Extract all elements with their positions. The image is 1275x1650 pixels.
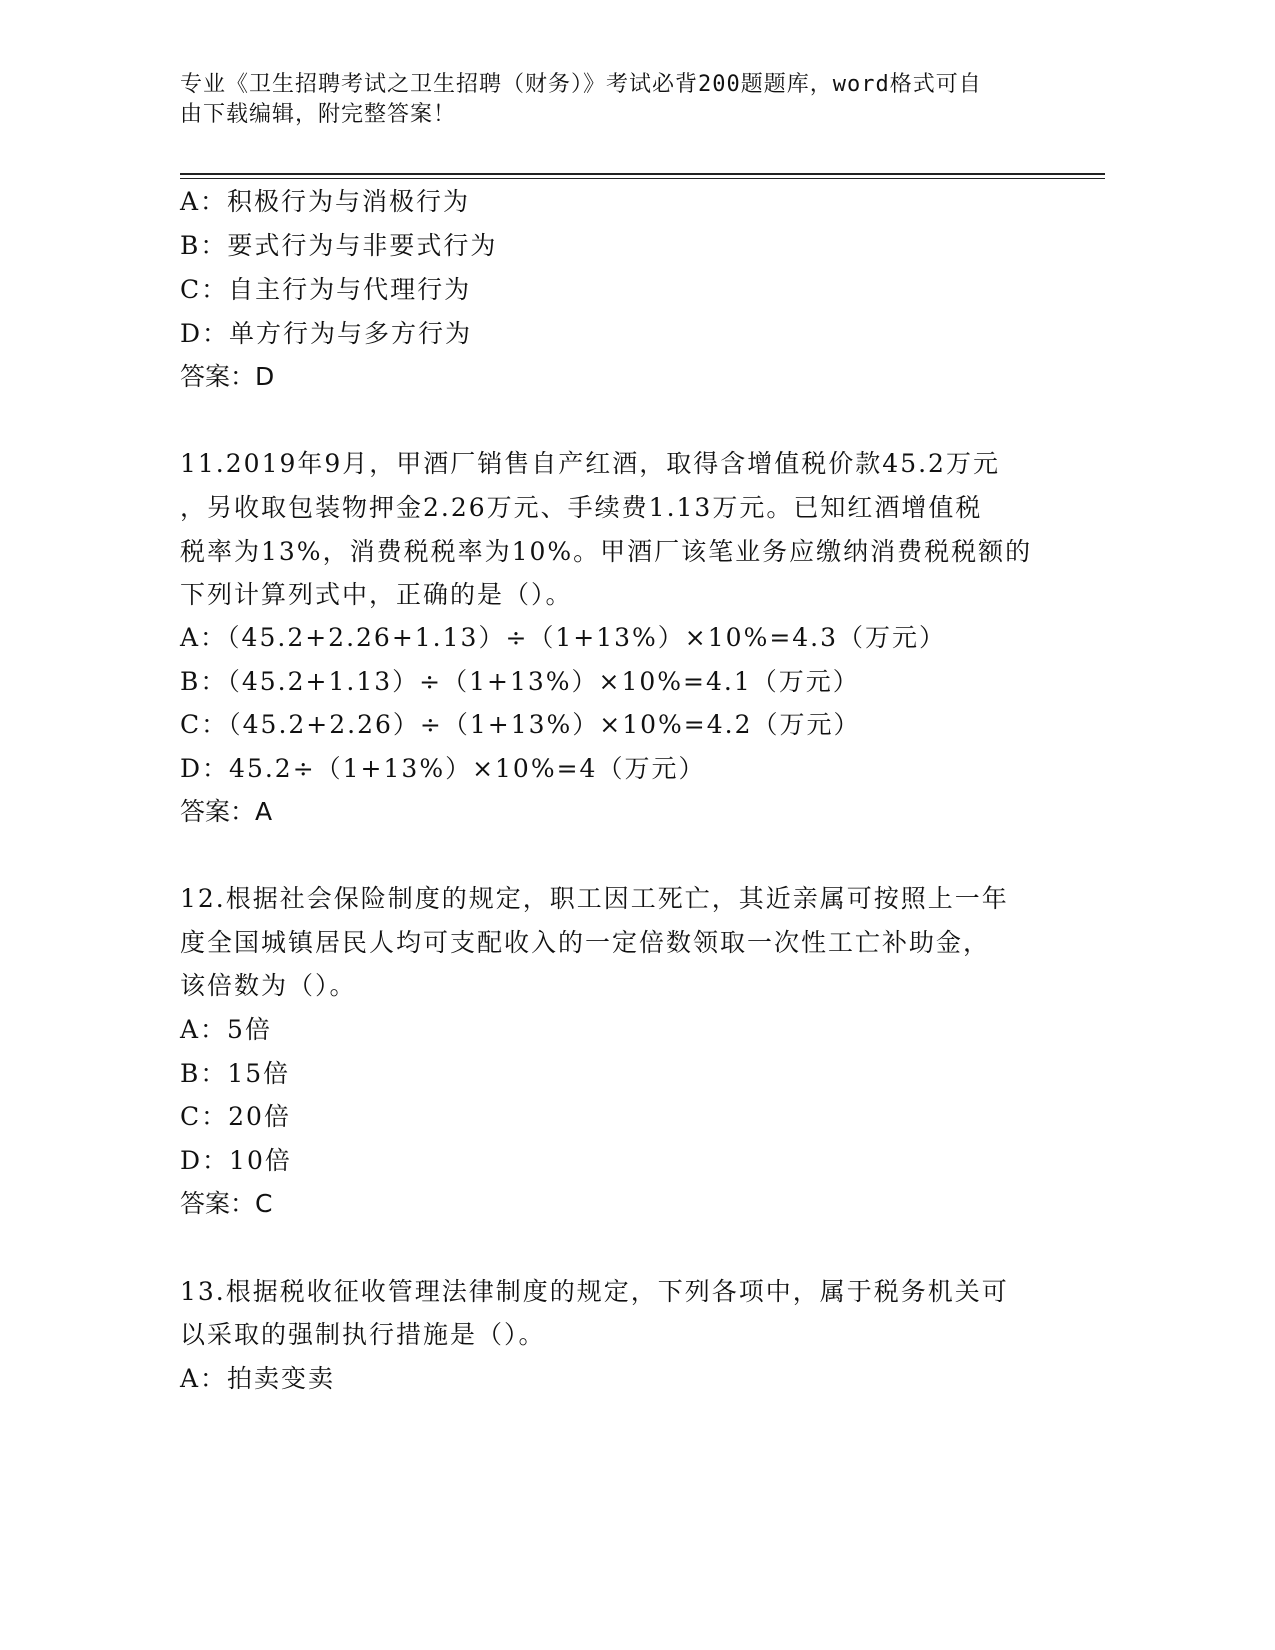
q12-option-a: A：5倍	[180, 1015, 272, 1044]
q11-stem-line-4: 下列计算列式中，正确的是（）。	[180, 580, 573, 609]
q11-answer: 答案：A	[180, 797, 273, 826]
q12-stem-line-3: 该倍数为（）。	[180, 971, 357, 1000]
q11-option-c: C：（45.2+2.26）÷（1+13%）×10%=4.2（万元）	[180, 710, 861, 739]
q12-stem-line-2: 度全国城镇居民人均可支配收入的一定倍数领取一次性工亡补助金，	[180, 928, 991, 957]
q10-option-d: D：单方行为与多方行为	[180, 319, 473, 348]
q10-answer: 答案：D	[180, 362, 275, 391]
q12-option-d: D：10倍	[180, 1146, 292, 1175]
q11-stem-line-2: ，另收取包装物押金2.26万元、手续费1.13万元。已知红酒增值税	[180, 493, 983, 522]
q13-stem-line-1: 13.根据税收征收管理法律制度的规定，下列各项中，属于税务机关可	[180, 1277, 1009, 1306]
q11-option-b: B：（45.2+1.13）÷（1+13%）×10%=4.1（万元）	[180, 667, 860, 696]
q12-stem-line-1: 12.根据社会保险制度的规定，职工因工死亡，其近亲属可按照上一年	[180, 884, 1009, 913]
q11-stem-line-1: 11.2019年9月，甲酒厂销售自产红酒，取得含增值税价款45.2万元	[180, 449, 1000, 478]
q11-option-a: A：（45.2+2.26+1.13）÷（1+13%）×10%=4.3（万元）	[180, 623, 947, 652]
document-header	[180, 70, 1040, 130]
q10-option-a: A：积极行为与消极行为	[180, 187, 471, 216]
header-line-1: 专业《卫生招聘考试之卫生招聘（财务）》考试必背200题题库，word格式可自	[180, 72, 982, 97]
header-line-2: 由下载编辑，附完整答案！	[180, 102, 457, 127]
q10-option-c: C：自主行为与代理行为	[180, 275, 472, 304]
header-divider-thin	[180, 178, 1105, 179]
q13-stem-line-2: 以采取的强制执行措施是（）。	[180, 1320, 546, 1349]
q13-option-a: A：拍卖变卖	[180, 1364, 336, 1393]
q11-stem-line-3: 税率为13%，消费税税率为10%。甲酒厂该笔业务应缴纳消费税税额的	[180, 537, 1033, 566]
q12-answer: 答案：C	[180, 1189, 273, 1218]
q10-option-b: B：要式行为与非要式行为	[180, 231, 498, 260]
q11-option-d: D：45.2÷（1+13%）×10%=4（万元）	[180, 754, 706, 783]
header-divider-thick	[180, 173, 1105, 175]
q12-option-b: B：15倍	[180, 1059, 291, 1088]
q12-option-c: C：20倍	[180, 1102, 291, 1131]
